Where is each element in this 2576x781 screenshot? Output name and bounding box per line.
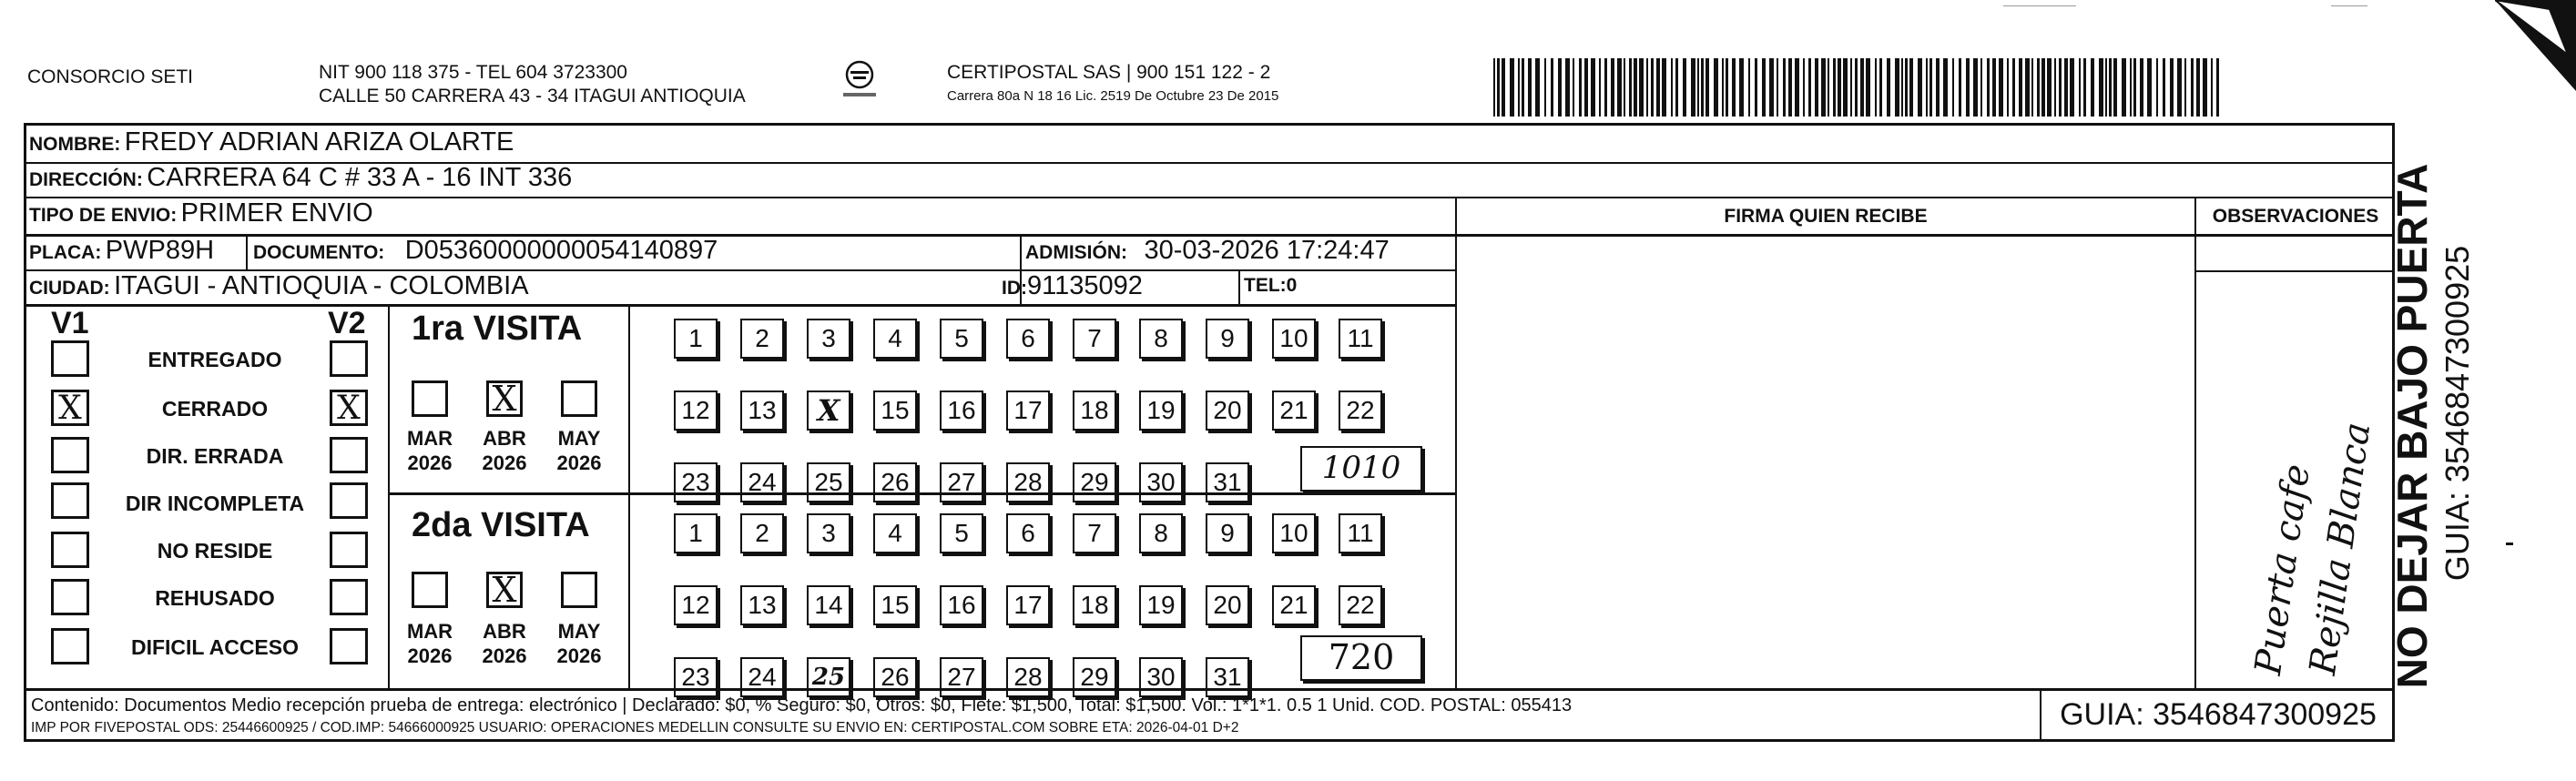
barcode-bar [2059,58,2062,117]
barcode-bar [1502,58,1505,117]
footer-imp: IMP POR FIVEPOSTAL ODS: 25446600925 / COD.IMP: 54666000925 USUARIO: OPERACIONES MEDELLIN CONSULTE SU ENVIO EN: CERTIPOSTAL.COM SOBRE ETA: 2026-04-01 D+2 [31,720,1239,735]
placa-value: PWP89H [105,236,215,265]
barcode-bar [1726,58,1728,117]
barcode-bar [1701,58,1704,117]
barcode-bar [1535,58,1540,117]
barcode-bar [1855,58,1858,117]
corner-fold [2495,0,2576,91]
barcode-bar [1926,58,1928,117]
option-no-reside: NO RESIDE [157,539,273,563]
day-box[interactable]: 27 [940,462,983,502]
barcode-bar [1850,58,1852,117]
certipostal-logo-icon [840,60,880,100]
barcode-bar [1639,58,1644,117]
day-box[interactable]: 19 [1139,585,1183,625]
day-box[interactable]: 1 [674,319,718,359]
visit1-month-mar-checkbox[interactable] [412,380,448,417]
barcode-bar [2140,58,2143,117]
barcode-bar [2099,58,2103,117]
visit2-month-mar-checkbox[interactable] [412,572,448,608]
footer-guia: GUIA: 3546847300925 [2060,697,2377,732]
visit2-month-mar-label: MAR 2026 [406,620,453,667]
barcode-bar [2163,58,2165,117]
documento-value: D05360000000054140897 [404,236,718,265]
visit1-month-may-checkbox[interactable] [561,380,597,417]
day-box[interactable]: 21 [1272,585,1316,625]
day-box[interactable]: 29 [1073,657,1116,697]
v1-no-reside-checkbox[interactable] [51,532,89,568]
day-box[interactable]: 24 [740,657,784,697]
barcode-bar [2147,58,2152,117]
company-name: CONSORCIO SETI [27,66,194,87]
barcode-bar [1833,58,1836,117]
barcode-bar [2007,58,2009,117]
barcode-bar [1617,58,1622,117]
barcode-bar [2133,58,2136,117]
day-box[interactable]: 4 [873,513,917,553]
day-box[interactable]: 9 [1206,319,1249,359]
barcode-bar [1795,58,1799,117]
v1-entregado-checkbox[interactable] [51,340,89,377]
barcode-bar [1838,58,1841,117]
barcode-bar [1992,58,1996,117]
day-box[interactable]: 15 [873,390,917,431]
day-box[interactable]: 2 [740,513,784,553]
day-box[interactable]: 30 [1139,462,1183,502]
barcode-bar [2109,58,2112,117]
documento-label: DOCUMENTO: [253,242,385,263]
barcode-bar [1656,58,1660,117]
barcode-bar [1493,58,1495,117]
barcode-bar [1558,58,1562,117]
barcode-bar [1662,58,1666,117]
barcode-bar [1522,58,1524,117]
observaciones-note-line-2: Rejilla Blanca [2301,420,2379,678]
barcode-bar [2177,58,2182,117]
v1-dificil-acceso-checkbox[interactable] [51,628,89,664]
day-box[interactable]: 8 [1139,319,1183,359]
barcode-bar [2130,58,2132,117]
day-box[interactable]: 11 [1339,319,1382,359]
day-box[interactable]: 17 [1006,390,1050,431]
barcode-bar [2012,58,2015,117]
v2-dir-incompleta-checkbox[interactable] [330,482,368,519]
barcode-bar [1611,58,1614,117]
barcode-bar [1624,58,1625,117]
barcode-bar [1604,58,1607,117]
barcode-bar [1497,58,1500,117]
day-box[interactable]: 29 [1073,462,1116,502]
day-box[interactable]: 17 [1006,585,1050,625]
day-box[interactable]: 23 [674,657,718,697]
barcode-bar [1952,58,1954,117]
barcode [1493,58,2222,117]
day-box[interactable]: 25 [807,462,850,502]
v2-rehusado-checkbox[interactable] [330,579,368,615]
day-box[interactable]: 13 [740,585,784,625]
tel-value: 0 [1286,275,1298,296]
day-box[interactable]: 10 [1272,319,1316,359]
day-box[interactable]: 18 [1073,390,1116,431]
option-dificil-acceso: DIFICIL ACCESO [130,635,299,659]
day-box[interactable]: 9 [1206,513,1249,553]
footer-contenido: Contenido: Documentos Medio recepción prueba de entrega: electrónico | Declarado: $0, % Seguro: $0, Otros: $0, Flete: $1,500, Total: $1,500. Vol.: 1*1*1. 0.5 1 Unid. COD. POSTAL: 055413 [31,695,1573,715]
day-box[interactable]: 22 [1339,585,1382,625]
barcode-bar [1980,58,1982,117]
day-box[interactable]: 16 [940,585,983,625]
day-box[interactable]: 24 [740,462,784,502]
barcode-bar [2064,58,2068,117]
day-box[interactable]: 11 [1339,513,1382,553]
observaciones-label: OBSERVACIONES [2212,206,2379,227]
v2-no-reside-checkbox[interactable] [330,532,368,568]
day-box[interactable]: 6 [1006,513,1050,553]
day-box-marked[interactable]: 25 [807,657,850,697]
option-rehusado: REHUSADO [155,586,275,610]
v2-dir-errada-checkbox[interactable] [330,437,368,473]
barcode-bar [2047,58,2052,117]
visit1-month-mar-label: MAR 2026 [406,427,453,474]
day-box[interactable]: 19 [1139,390,1183,431]
barcode-bar [2184,58,2186,117]
barcode-bar [2031,58,2033,117]
barcode-bar [1510,58,1514,117]
barcode-bar [1987,58,1990,117]
address-line: CALLE 50 CARRERA 43 - 34 ITAGUI ANTIOQUIA [319,86,746,106]
tipo-envio-value: PRIMER ENVIO [180,198,373,228]
barcode-bar [1828,58,1829,117]
side-warning: NO DEJAR BAJO PUERTA [2388,163,2436,689]
id-value: 91135092 [1027,271,1143,300]
barcode-bar [1599,58,1601,117]
barcode-bar [2019,58,2022,117]
barcode-bar [1943,58,1948,117]
barcode-bar [1879,58,1882,117]
barcode-bar [1705,58,1709,117]
barcode-bar [2191,58,2194,117]
barcode-bar [2156,58,2158,117]
barcode-bar [1887,58,1890,117]
day-box[interactable]: 10 [1272,513,1316,553]
option-cerrado: CERRADO [161,397,269,421]
barcode-bar [2079,58,2081,117]
visit1-month-abr-checkbox[interactable]: X [486,380,523,417]
barcode-bar [2211,58,2213,117]
day-box[interactable]: 16 [940,390,983,431]
barcode-bar [1999,58,2003,117]
barcode-bar [2054,58,2056,117]
day-box[interactable]: 26 [873,657,917,697]
firma-label: FIRMA QUIEN RECIBE [1724,206,1928,227]
barcode-bar [2113,58,2117,117]
barcode-bar [2025,58,2030,117]
barcode-bar [1815,58,1818,117]
barcode-bar [1860,58,1864,117]
barcode-bar [1518,58,1520,117]
day-box-marked[interactable]: X [807,390,850,431]
day-box[interactable]: 15 [873,585,917,625]
day-box[interactable]: 1 [674,513,718,553]
observaciones-note [2213,291,2377,683]
day-box[interactable]: 5 [940,513,983,553]
day-box[interactable]: 31 [1206,462,1249,502]
barcode-bar [1918,58,1922,117]
barcode-bar [1909,58,1913,117]
visit1-month-abr-label: ABR 2026 [482,427,527,474]
barcode-bar [1675,58,1678,117]
day-box[interactable]: 5 [940,319,983,359]
barcode-bar [1777,58,1778,117]
day-box[interactable]: 26 [873,462,917,502]
visit2-month-abr-label: ABR 2026 [482,620,527,667]
day-box[interactable]: 12 [674,390,718,431]
barcode-bar [2203,58,2207,117]
day-box[interactable]: 31 [1206,657,1249,697]
barcode-bar [1651,58,1654,117]
day-box[interactable]: 23 [674,462,718,502]
barcode-bar [1722,58,1724,117]
visit2-time-box[interactable]: 720 [1300,635,1422,681]
barcode-bar [1565,58,1570,117]
option-dir-errada: DIR. ERRADA [146,444,284,468]
day-box[interactable]: 13 [740,390,784,431]
id-label: ID: [1002,278,1027,299]
v2-dificil-acceso-checkbox[interactable] [330,628,368,664]
v1-label: V1 [51,306,89,340]
v1-dir-incompleta-checkbox[interactable] [51,482,89,519]
barcode-bar [1866,58,1870,117]
barcode-bar [1732,58,1736,117]
visit1-title: 1ra VISITA [412,309,583,348]
day-box[interactable]: 30 [1139,657,1183,697]
barcode-bar [1739,58,1744,117]
observaciones-note-line-1: Puerta cafe [2246,462,2318,678]
nombre-value: FREDY ADRIAN ARIZA OLARTE [124,127,514,157]
day-box[interactable]: 22 [1339,390,1382,431]
ciudad-label: CIUDAD: [29,278,110,299]
day-box[interactable]: 4 [873,319,917,359]
visit1-time-box[interactable]: 1010 [1300,446,1422,492]
day-box[interactable]: 3 [807,319,850,359]
barcode-bar [1671,58,1673,117]
barcode-bar [2105,58,2107,117]
barcode-bar [2091,58,2094,117]
license-line: Carrera 80a N 18 16 Lic. 2519 De Octubre 23 De 2015 [947,88,1279,104]
v1-cerrado-checkbox[interactable]: X [51,390,89,426]
barcode-bar [1821,58,1826,117]
day-box[interactable]: 7 [1073,319,1116,359]
direccion-value: CARRERA 64 C # 33 A - 16 INT 336 [147,163,573,192]
barcode-bar [1843,58,1848,117]
nombre-label: NOMBRE: [29,134,121,155]
barcode-bar [1629,58,1632,117]
barcode-bar [1901,58,1903,117]
day-box[interactable]: 28 [1006,462,1050,502]
barcode-bar [1762,58,1766,117]
barcode-bar [1905,58,1908,117]
barcode-bar [1528,58,1532,117]
v1-dir-errada-checkbox[interactable] [51,437,89,473]
admision-value: 30-03-2026 17:24:47 [1144,236,1390,265]
barcode-bar [1584,58,1588,117]
barcode-bar [1929,58,1932,117]
barcode-bar [2070,58,2074,117]
direccion-label: DIRECCIÓN: [29,169,143,190]
barcode-bar [1755,58,1757,117]
barcode-bar [1714,58,1718,117]
barcode-bar [1783,58,1786,117]
barcode-bar [1573,58,1574,117]
barcode-bar [1875,58,1877,117]
day-box[interactable]: 20 [1206,585,1249,625]
barcode-bar [2037,58,2040,117]
placa-label: PLACA: [29,242,102,263]
barcode-bar [1691,58,1695,117]
barcode-bar [1895,58,1899,117]
barcode-bar [1803,58,1805,117]
visit2-month-may-checkbox[interactable] [561,572,597,608]
side-guia: GUIA: 3546847300925 [2439,245,2476,582]
v1-rehusado-checkbox[interactable] [51,579,89,615]
v2-cerrado-checkbox[interactable]: X [330,390,368,426]
barcode-bar [1769,58,1774,117]
day-box[interactable]: 6 [1006,319,1050,359]
barcode-bar [1634,58,1637,117]
tipo-envio-label: TIPO DE ENVIO: [29,205,178,226]
day-box[interactable]: 8 [1139,513,1183,553]
day-box[interactable]: 3 [807,513,850,553]
v2-label: V2 [328,306,366,340]
visit2-title: 2da VISITA [412,506,590,544]
barcode-bar [2216,58,2219,117]
barcode-bar [1973,58,1978,117]
tel-label: TEL: [1244,275,1287,296]
v2-entregado-checkbox[interactable] [330,340,368,377]
option-dir-incompleta: DIR INCOMPLETA [125,492,305,515]
barcode-bar [2083,58,2086,117]
ciudad-value: ITAGUI - ANTIOQUIA - COLOMBIA [114,271,529,300]
barcode-bar [1591,58,1595,117]
barcode-bar [2196,58,2200,117]
day-box[interactable]: 21 [1272,390,1316,431]
day-box[interactable]: 28 [1006,657,1050,697]
barcode-bar [1544,58,1546,117]
barcode-bar [1936,58,1940,117]
option-entregado: ENTREGADO [148,348,282,371]
barcode-bar [1959,58,1961,117]
admision-label: ADMISIÓN: [1025,242,1127,263]
day-box[interactable]: 2 [740,319,784,359]
day-box[interactable]: 18 [1073,585,1116,625]
barcode-bar [1579,58,1582,117]
visit1-month-may-label: MAY 2026 [556,427,602,474]
nit-line: NIT 900 118 375 - TEL 604 3723300 [319,62,627,83]
day-box[interactable]: 7 [1073,513,1116,553]
barcode-bar [1966,58,1970,117]
visit2-month-abr-checkbox[interactable]: X [486,572,523,608]
day-box[interactable]: 12 [674,585,718,625]
day-box[interactable]: 14 [807,585,850,625]
day-box[interactable]: 20 [1206,390,1249,431]
barcode-bar [1748,58,1750,117]
barcode-bar [1683,58,1686,117]
day-box[interactable]: 27 [940,657,983,697]
barcode-bar [1697,58,1699,117]
barcode-bar [2170,58,2174,117]
barcode-bar [1646,58,1648,117]
barcode-bar [1788,58,1792,117]
barcode-bar [2122,58,2126,117]
visit2-month-may-label: MAY 2026 [556,620,602,667]
barcode-bar [1808,58,1811,117]
barcode-bar [1551,58,1553,117]
barcode-bar [2041,58,2045,117]
carrier-line: CERTIPOSTAL SAS | 900 151 122 - 2 [947,62,1271,83]
